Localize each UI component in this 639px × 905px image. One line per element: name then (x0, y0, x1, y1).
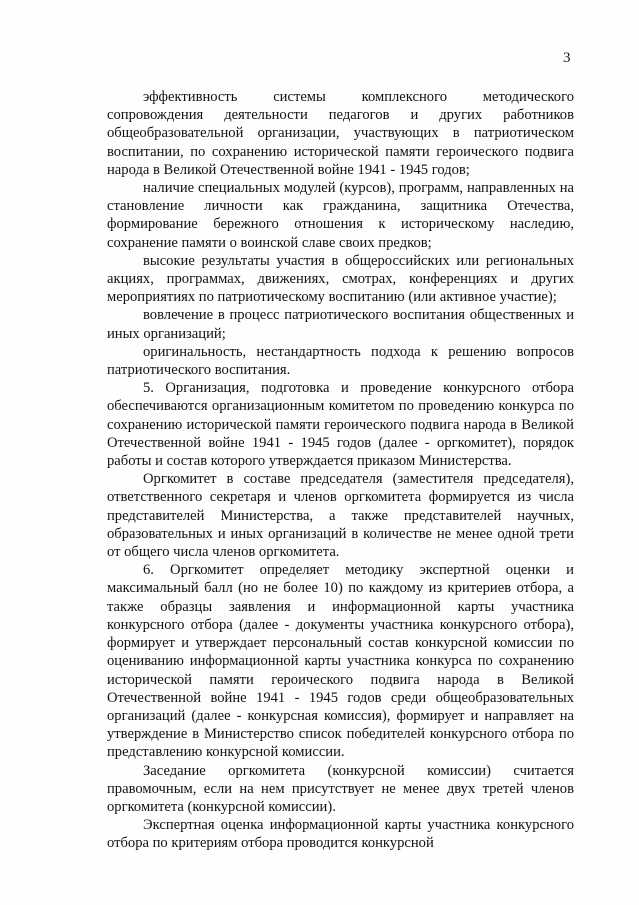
page-number: 3 (563, 50, 571, 66)
paragraph-criterion-special-modules: наличие специальных модулей (курсов), программ, направленных на становление личности как гражданина, защитника Отечества, формирование бережного отношения к историческому наследию, сохранение памяти о воинской славе своих предков; (107, 180, 574, 251)
paragraph-criterion-high-results: высокие результаты участия в общероссийских или региональных акциях, программах, движениях, смотрах, конференциях и других мероприятиях по патриотическому воспитанию (или активное участие); (107, 252, 574, 306)
paragraph-criterion-originality: оригинальность, нестандартность подхода к решению вопросов патриотического воспитания. (107, 343, 574, 379)
paragraph-criterion-methodical-support: эффективность системы комплексного методического сопровождения деятельности педагогов и других работников общеобразовательной организации, участвующих в патриотическом воспитании, по сохранению исторической памяти героического подвига народа в Великой Отечественной войне 1941 - 1945 годов; (107, 89, 574, 178)
paragraph-section-6-methodology: 6. Оргкомитет определяет методику экспертной оценки и максимальный балл (но не более 10) по каждому из критериев отбора, а также образцы заявления и информационной карты участника конкурсного отбора (далее - документы участника конкурсного отбора), формирует и утверждает персональный состав конкурсной комиссии по оцениванию информационной карты участника конкурса по сохранению исторической памяти героического подвига народа в Великой Отечественной войне 1941 - 1945 годов среди общеобразовательных организаций (далее - конкурсная комиссия), формирует и направляет на утверждение в Министерство список победителей конкурсного отбора по представлению конкурсной комиссии. (107, 562, 574, 761)
paragraph-committee-composition: Оргкомитет в составе председателя (заместителя председателя), ответственного секретаря и членов оргкомитета формируется из числа представителей Министерства, а также представителей научных, образовательных и иных организаций в количестве не менее одной трети от общего числа членов оргкомитета. (107, 471, 574, 561)
document-body (107, 88, 574, 853)
paragraph-section-5-organizing-committee: 5. Организация, подготовка и проведение конкурсного отбора обеспечиваются организационным комитетом по проведению конкурса по сохранению исторической памяти героического подвига народа в Великой Отечественной войне 1941 - 1945 годов (далее - оргкомитет), порядок работы и состав которого утверждается приказом Министерства. (107, 380, 574, 470)
paragraph-criterion-involvement: вовлечение в процесс патриотического воспитания общественных и иных организаций; (107, 307, 574, 342)
paragraph-quorum: Заседание оргкомитета (конкурсной комиссии) считается правомочным, если на нем присутствует не менее двух третей членов оргкомитета (конкурсной комиссии). (107, 762, 574, 815)
paragraph-expert-evaluation: Экспертная оценка информационной карты участника конкурсного отбора по критериям отбора проводится конкурсной (107, 817, 574, 852)
